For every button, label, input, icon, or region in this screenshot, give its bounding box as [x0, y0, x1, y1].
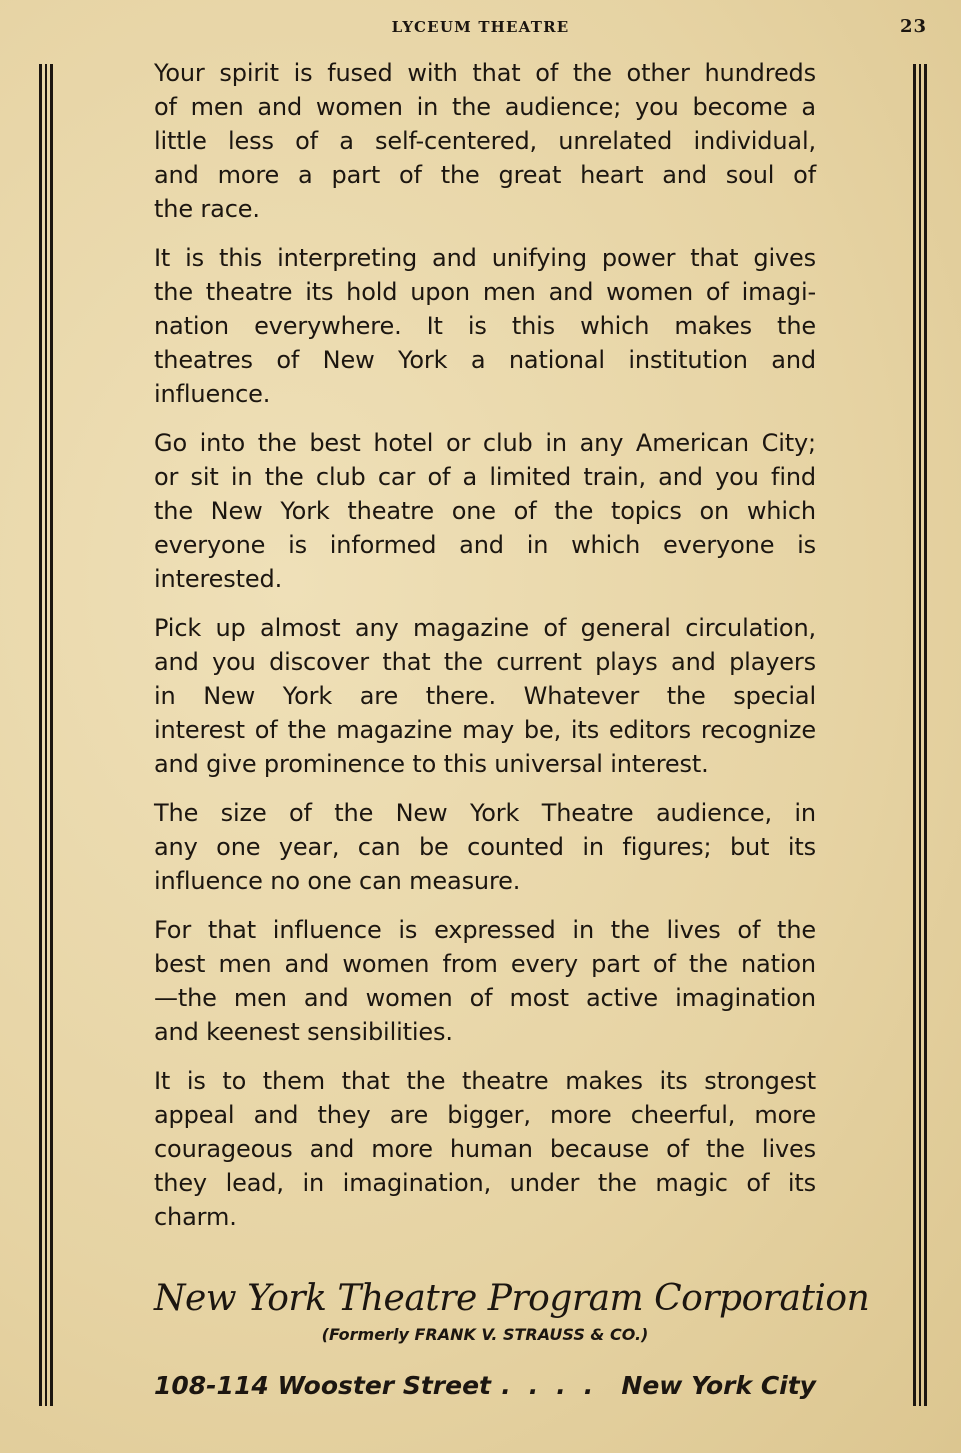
text-line: —the men and women of most active imagination	[154, 984, 816, 1012]
right-border-rule	[913, 64, 927, 1406]
text-line: and more a part of the great heart and soul of	[154, 161, 816, 189]
city-name: New York City	[621, 1371, 816, 1400]
paragraph	[154, 426, 816, 596]
text-line: they lead, in imagination, under the magic of its	[154, 1169, 816, 1197]
text-line: nation everywhere. It is this which makes the	[154, 312, 816, 340]
text-line: Go into the best hotel or club in any American City;	[154, 429, 816, 457]
corporation-name: New York Theatre Program Corporation	[154, 1278, 870, 1319]
text-line: the race.	[154, 195, 260, 223]
paragraph	[154, 796, 816, 898]
text-line: The size of the New York Theatre audience, in	[154, 799, 816, 827]
text-line: It is this interpreting and unifying power that gives	[154, 244, 816, 272]
left-border-rule	[39, 64, 53, 1406]
text-line: everyone is informed and in which everyone is	[154, 531, 816, 559]
text-line: influence.	[154, 380, 271, 408]
text-line: and keenest sensibilities.	[154, 1018, 453, 1046]
text-line: courageous and more human because of the lives	[154, 1135, 816, 1163]
text-line: charm.	[154, 1203, 237, 1231]
text-line: little less of a self-centered, unrelated individual,	[154, 127, 816, 155]
text-line: the theatre its hold upon men and women of imagi-	[154, 278, 816, 306]
paragraph	[154, 611, 816, 781]
publisher-footer	[154, 1275, 870, 1403]
text-line: It is to them that the theatre makes its strongest	[154, 1067, 816, 1095]
text-line: Your spirit is fused with that of the other hundreds	[154, 59, 816, 87]
text-line: For that influence is expressed in the lives of the	[154, 916, 816, 944]
text-line: any one year, can be counted in figures; but its	[154, 833, 816, 861]
paragraph	[154, 913, 816, 1049]
text-line: interest of the magazine may be, its editors recognize	[154, 716, 816, 744]
text-line: and you discover that the current plays and players	[154, 648, 816, 676]
text-line: appeal and they are bigger, more cheerful, more	[154, 1101, 816, 1129]
street-address: 108-114 Wooster Street	[154, 1371, 491, 1400]
text-line: influence no one can measure.	[154, 867, 521, 895]
body-text	[154, 56, 816, 1249]
text-line: and give prominence to this universal interest.	[154, 750, 709, 778]
text-line: in New York are there. Whatever the special	[154, 682, 816, 710]
text-line: theatres of New York a national institution and	[154, 346, 816, 374]
running-title: LYCEUM THEATRE	[391, 18, 570, 36]
leader-dots: ....	[501, 1371, 612, 1400]
text-line: of men and women in the audience; you become a	[154, 93, 816, 121]
running-head	[0, 16, 961, 40]
paragraph	[154, 241, 816, 411]
paragraph	[154, 56, 816, 226]
address-line	[154, 1369, 816, 1403]
text-line: best men and women from every part of the nation	[154, 950, 816, 978]
text-line: interested.	[154, 565, 283, 593]
paragraph	[154, 1064, 816, 1234]
page-number: 23	[899, 16, 927, 37]
text-line: the New York theatre one of the topics on which	[154, 497, 816, 525]
text-line: or sit in the club car of a limited train, and you find	[154, 463, 816, 491]
text-line: Pick up almost any magazine of general circulation,	[154, 614, 816, 642]
formerly-note: (Formerly FRANK V. STRAUSS & CO.)	[321, 1325, 649, 1344]
